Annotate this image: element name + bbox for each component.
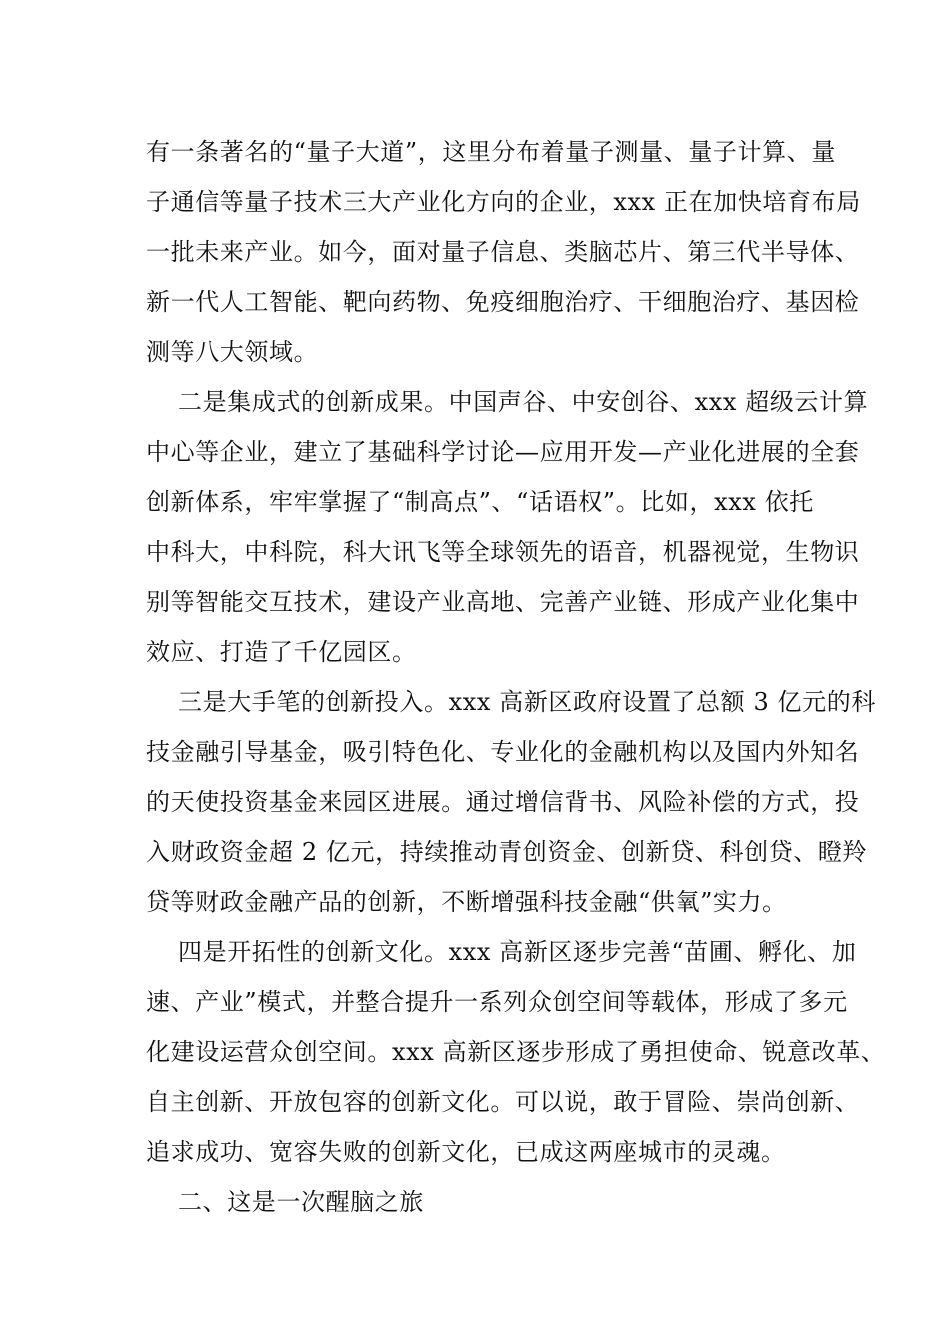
paragraph-2-line-1: 二是集成式的创新成果。中国声谷、中安创谷、xxx 超级云计算 [178,388,869,416]
paragraph-2-line-5: 别等智能交互技术，建设产业高地、完善产业链、形成产业化集中 [146,588,860,616]
paragraph-4-line-3: 化建设运营众创空间。xxx 高新区逐步形成了勇担使命、锐意改革、 [146,1038,886,1066]
paragraph-2-line-6: 效应、打造了千亿园区。 [146,638,417,666]
paragraph-4-line-4: 自主创新、开放包容的创新文化。可以说，敢于冒险、崇尚创新、 [146,1088,860,1116]
paragraph-3-line-4: 入财政资金超 2 亿元，持续推动青创资金、创新贷、科创贷、瞪羚 [146,838,868,866]
paragraph-1-line-1: 有一条著名的“量子大道”，这里分布着量子测量、量子计算、量 [146,138,836,166]
paragraph-3-line-5: 贷等财政金融产品的创新，不断增强科技金融“供氧”实力。 [146,888,787,916]
paragraph-1-line-3: 一批未来产业。如今，面对量子信息、类脑芯片、第三代半导体、 [146,238,860,266]
paragraph-4-line-2: 速、产业”模式，并整合提升一系列众创空间等载体，形成了多元 [146,988,848,1016]
paragraph-3-line-1: 三是大手笔的创新投入。xxx 高新区政府设置了总额 3 亿元的科 [178,688,876,716]
paragraph-4-line-1: 四是开拓性的创新文化。xxx 高新区逐步完善“苗圃、孵化、加 [178,938,857,966]
paragraph-2-line-4: 中科大，中科院，科大讯飞等全球领先的语音，机器视觉，生物识 [146,538,860,566]
paragraph-2-line-3: 创新体系，牢牢掌握了“制高点”、“话语权”。比如，xxx 依托 [146,488,814,516]
paragraph-1-line-2: 子通信等量子技术三大产业化方向的企业，xxx 正在加快培育布局 [146,188,861,216]
paragraph-1-line-4: 新一代人工智能、靶向药物、免疫细胞治疗、干细胞治疗、基因检 [146,288,860,316]
paragraph-3-line-2: 技金融引导基金，吸引特色化、专业化的金融机构以及国内外知名 [146,738,860,766]
paragraph-3-line-3: 的天使投资基金来园区进展。通过增信背书、风险补偿的方式，投 [146,788,860,816]
paragraph-2-line-2: 中心等企业，建立了基础科学讨论—应用开发—产业化进展的全套 [146,438,860,466]
section-heading: 二、这是一次醒脑之旅 [178,1188,424,1216]
paragraph-4-line-5: 追求成功、宽容失败的创新文化，已成这两座城市的灵魂。 [146,1138,786,1166]
paragraph-1-line-5: 测等八大领域。 [146,338,319,366]
